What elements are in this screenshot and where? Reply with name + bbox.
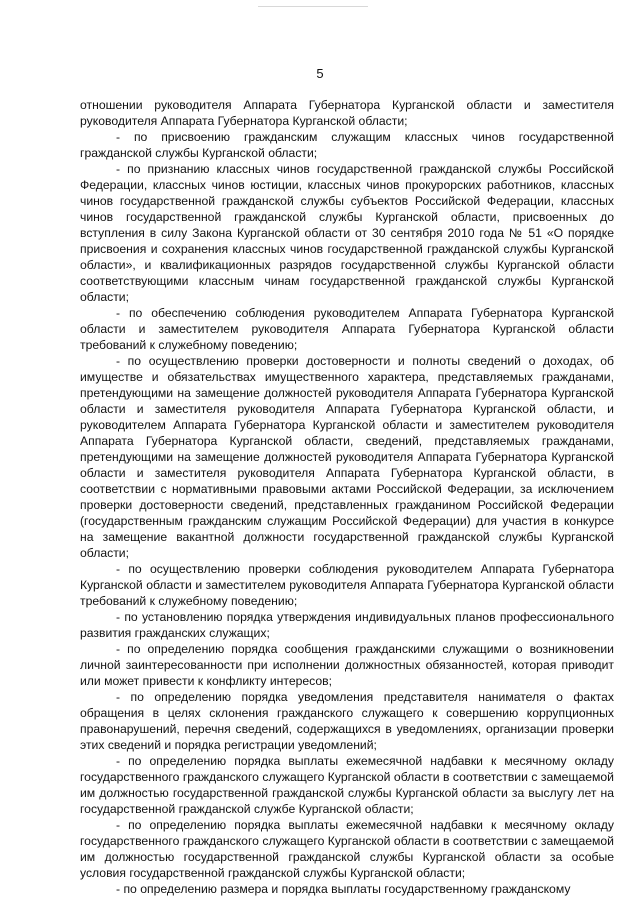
document-body — [80, 97, 614, 897]
paragraph-conflict-of-interest: - по определению порядка сообщения гражданскими служащими о возникновении личной заинтересованности при исполнении должностных обязанностей, которая приводит или может привести к конфликту интересов; — [80, 642, 614, 688]
paragraph-income-verification: - по осуществлению проверки достоверности и полноты сведений о доходах, об имуществе и обязательствах имущественного характера, представляемых гражданами, претендующими на замещение должностей руководителя Аппарата Губернатора Курганской области и заместителя руководителя Аппарата Губернатора Курганской области, и руководителем Аппарата Губернатора Курганской области и заместителем руководителя Аппарата Губернатора Курганской области, сведений, представляемых гражданами, претендующими на замещение должностей руководителя Аппарата Губернатора Курганской области и заместителя руководителя Аппарата Губернатора Курганской области, в соответствии с нормативными правовыми актами Российской Федерации, за исключением проверки достоверности сведений, представленных гражданином Российской Федерации (государственным гражданским служащим Российской Федерации) для участия в конкурсе на замещение вакантной должности государственной гражданской службы Курганской области; — [80, 354, 614, 560]
paragraph-corruption-notification: - по определению порядка уведомления представителя нанимателя о фактах обращения в целях склонения гражданского служащего к совершению коррупционных правонарушений, перечня сведений, содержащихся в уведомлениях, организации проверки этих сведений и порядка регистрации уведомлений; — [80, 690, 614, 752]
paragraph-payment-size: - по определению размера и порядка выплаты государственному гражданскому — [116, 882, 571, 896]
paragraph-class-ranks: - по присвоению гражданским служащим классных чинов государственной гражданской службы Курганской области; — [80, 130, 614, 160]
paragraph-conduct-compliance: - по обеспечению соблюдения руководителем Аппарата Губернатора Курганской области и заместителем руководителя Аппарата Губернатора Курганской области требований к служебному поведению; — [80, 306, 614, 352]
paragraph-special-conditions-bonus: - по определению порядка выплаты ежемесячной надбавки к месячному окладу государственного гражданского служащего Курганской области в соответствии с замещаемой им должностью государственной гражданской службы Курганской области за особые условия государственной гражданской службы Курганской области; — [80, 818, 614, 880]
scan-artifact-line — [258, 6, 368, 7]
paragraph-conduct-verification: - по осуществлению проверки соблюдения руководителем Аппарата Губернатора Курганской области и заместителем руководителя Аппарата Губернатора Курганской области требований к служебному поведению; — [80, 562, 614, 608]
paragraph-rank-recognition: - по признанию классных чинов государственной гражданской службы Российской Федерации, классных чинов юстиции, классных чинов прокурорских работников, классных чинов государственной гражданской службы субъектов Российской Федерации, классных чинов государственной гражданской службы Курганской области, присвоенных до вступления в силу Закона Курганской области от 30 сентября 2010 года № 51 «О порядке присвоения и сохранения классных чинов государственной гражданской службы Курганской области», и квалификационных разрядов государственной службы Курганской области соответствующими классным чинам государственной гражданской службы Курганской области; — [80, 162, 614, 304]
paragraph-development-plans: - по установлению порядка утверждения индивидуальных планов профессионального развития гражданских служащих; — [80, 610, 614, 640]
page-number: 5 — [316, 66, 324, 81]
paragraph-continuation: отношении руководителя Аппарата Губернатора Курганской области и заместителя руководителя Аппарата Губернатора Курганской области; — [80, 98, 614, 128]
paragraph-seniority-bonus: - по определению порядка выплаты ежемесячной надбавки к месячному окладу государственного гражданского служащего Курганской области в соответствии с замещаемой им должностью государственной гражданской службы Курганской области за выслугу лет на государственной гражданской службе Курганской области; — [80, 754, 614, 816]
